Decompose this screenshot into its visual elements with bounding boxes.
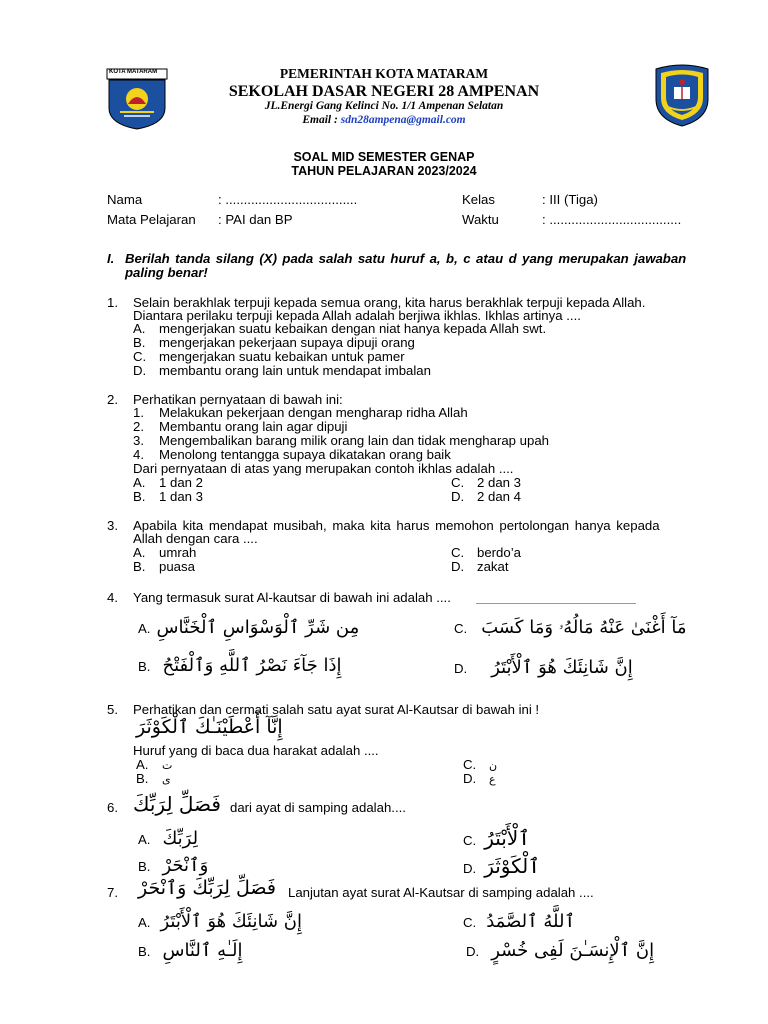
q4-option-c[interactable] [454, 617, 686, 638]
kelas-label: Kelas [462, 192, 495, 207]
q3-option-a[interactable] [133, 545, 196, 560]
q4-text: Yang termasuk surat Al-kautsar di bawah ini adalah .... [133, 590, 451, 605]
q1-option-d[interactable] [133, 363, 431, 378]
option-letter: D. [454, 661, 468, 676]
statement-text: Menolong tentangga supaya dikatakan orang baik [159, 447, 451, 462]
option-text: zakat [477, 559, 509, 574]
school-address: JL.Energi Gang Kelinci No. 1/1 Ampenan Selatan [264, 100, 504, 112]
q3-number: 3. [107, 518, 118, 533]
mapel-value: : PAI dan BP [218, 212, 293, 227]
section-instruction-2: paling benar! [125, 265, 208, 280]
q2-option-d[interactable] [451, 489, 521, 504]
statement-text: Melakukan pekerjaan dengan mengharap ridha Allah [159, 405, 468, 420]
waktu-field[interactable]: : .................................... [542, 212, 682, 227]
option-letter: A. [136, 757, 149, 772]
option-letter: C. [451, 475, 465, 490]
q1-option-c[interactable] [133, 349, 405, 364]
q2-question: Dari pernyataan di atas yang merupakan contoh ikhlas adalah .... [133, 461, 514, 476]
option-letter: A. [133, 475, 146, 490]
option-letter: C. [454, 621, 468, 636]
q7-text: Lanjutan ayat surat Al-Kautsar di samping adalah .... [288, 885, 594, 900]
option-text: mengerjakan suatu kebaikan untuk pamer [159, 349, 405, 364]
q7-option-c[interactable] [463, 911, 575, 932]
q4-number: 4. [107, 590, 118, 605]
exam-title: SOAL MID SEMESTER GENAP [293, 150, 475, 164]
q5-text: Perhatikan dan cermati salah satu ayat surat Al-Kautsar di bawah ini ! [133, 702, 540, 717]
q4-option-b[interactable] [138, 655, 342, 676]
q3-option-d[interactable] [451, 559, 509, 574]
nama-label: Nama [107, 192, 143, 207]
q3-option-c[interactable] [451, 545, 521, 560]
option-arabic-text: إِنَّ ٱلْإِنسَـٰنَ لَفِى خُسْرٍ [491, 940, 655, 961]
option-text: puasa [159, 559, 195, 574]
school-email [0, 114, 768, 126]
option-arabic-text: لِرَبِّكَ [162, 828, 199, 849]
option-letter: A. [133, 321, 146, 336]
q4-option-a[interactable] [138, 617, 359, 638]
q6-option-b[interactable] [138, 855, 208, 876]
option-arabic-text: ٱلْأَبْتَرُ [484, 826, 530, 850]
option-arabic-letter: ت [162, 759, 173, 772]
q1-option-b[interactable] [133, 335, 415, 350]
q2-number: 2. [107, 392, 118, 407]
option-text: 1 dan 3 [159, 489, 203, 504]
q5-number: 5. [107, 702, 118, 717]
option-letter: C. [463, 915, 477, 930]
q3-text-2: Allah dengan cara .... [133, 531, 258, 546]
q7-option-d[interactable] [466, 940, 654, 961]
option-arabic-text: إِنَّ شَانِئَكَ هُوَ ٱلْأَبْتَرُ [160, 911, 303, 932]
q1-text-2: Diantara perilaku terpuji kepada Allah adalah berjiwa ikhlas. Ikhlas artinya .... [133, 308, 581, 323]
section-number: I. [107, 251, 115, 266]
q2-statement-1 [133, 405, 468, 420]
option-letter: A. [138, 832, 151, 847]
option-letter: D. [451, 559, 465, 574]
option-letter: D. [451, 489, 465, 504]
option-letter: D. [463, 771, 477, 786]
option-letter: C. [463, 757, 477, 772]
kelas-value: : III (Tiga) [542, 192, 598, 207]
option-letter: B. [133, 489, 146, 504]
q6-ayat: فَصَلِّ لِرَبِّكَ [133, 792, 221, 816]
option-text: berdo’a [477, 545, 521, 560]
statement-text: Membantu orang lain agar dipuji [159, 419, 348, 434]
option-letter: B. [136, 771, 149, 786]
q7-number: 7. [107, 885, 118, 900]
statement-number: 4. [133, 447, 144, 462]
q3-text-1: Apabila kita mendapat musibah, maka kita harus memohon pertolongan hanya kepada [133, 518, 660, 533]
q6-number: 6. [107, 800, 118, 815]
q4-option-d[interactable] [454, 657, 633, 678]
q5-ayat: إِنَّآ أَعْطَيْنَـٰكَ ٱلْكَوْثَرَ [136, 716, 283, 738]
statement-number: 2. [133, 419, 144, 434]
option-text: mengerjakan suatu kebaikan dengan niat hanya kepada Allah swt. [159, 321, 547, 336]
option-letter: D. [466, 944, 480, 959]
option-arabic-letter: ع [489, 773, 496, 786]
logo-caption: KOTA MATARAM [109, 69, 158, 75]
q2-option-a[interactable] [133, 475, 203, 490]
q2-text: Perhatikan pernyataan di bawah ini: [133, 392, 343, 407]
option-letter: A. [138, 915, 151, 930]
option-arabic-text: إِلَـٰهِ ٱلنَّاسِ [162, 940, 243, 961]
q5-option-c[interactable] [463, 757, 497, 772]
option-letter: B. [133, 559, 146, 574]
q6-option-c[interactable] [463, 826, 530, 850]
option-text: umrah [159, 545, 197, 560]
statement-number: 3. [133, 433, 144, 448]
q5-option-d[interactable] [463, 771, 496, 786]
option-letter: B. [138, 659, 151, 674]
option-arabic-text: ٱللَّهُ ٱلصَّمَدُ [486, 911, 576, 932]
q6-option-a[interactable] [138, 828, 198, 849]
option-arabic-text: ٱلْكَوْثَرَ [484, 854, 540, 878]
option-arabic-letter: ى [162, 773, 171, 786]
option-letter: D. [133, 363, 147, 378]
option-letter: B. [138, 859, 151, 874]
q2-option-c[interactable] [451, 475, 521, 490]
q6-text: dari ayat di samping adalah.... [230, 800, 406, 815]
option-arabic-text: إِذَا جَآءَ نَصْرُ ٱللَّهِ وَٱلْفَتْحُ [162, 655, 342, 676]
option-text: 2 dan 3 [477, 475, 521, 490]
q1-option-a[interactable] [133, 321, 546, 336]
q6-option-d[interactable] [463, 854, 540, 878]
option-letter: D. [463, 861, 477, 876]
option-letter: C. [463, 833, 477, 848]
option-arabic-text: وَٱنْحَرْ [162, 855, 209, 876]
mapel-label: Mata Pelajaran [107, 212, 196, 227]
option-arabic-letter: ن [489, 759, 498, 772]
q2-option-b[interactable] [133, 489, 203, 504]
q5-option-a[interactable] [136, 757, 172, 772]
q2-statement-3 [133, 433, 549, 448]
option-text: mengerjakan pekerjaan supaya dipuji orang [159, 335, 415, 350]
nama-field[interactable]: : .................................... [218, 192, 358, 207]
option-letter: A. [133, 545, 146, 560]
option-text: membantu orang lain untuk mendapat imbalan [159, 363, 431, 378]
q1-number: 1. [107, 295, 118, 310]
q7-ayat: فَصَلِّ لِرَبِّكَ وَٱنْحَرْ [138, 877, 276, 899]
q4-divider [476, 603, 636, 604]
option-arabic-text: مَآ أَغْنَىٰ عَنْهُ مَالُهُۥ وَمَا كَسَبَ [481, 617, 687, 638]
q7-option-b[interactable] [138, 940, 243, 961]
option-letter: C. [451, 545, 465, 560]
option-letter: B. [133, 335, 146, 350]
q2-statement-4 [133, 447, 451, 462]
q1-text-1: Selain berakhlak terpuji kepada semua orang, kita harus berakhlak terpuji kepada Allah. [133, 295, 646, 310]
email-link[interactable]: sdn28ampena@gmail.com [340, 114, 466, 126]
gov-name: PEMERINTAH KOTA MATARAM [279, 66, 489, 81]
q2-statement-2 [133, 419, 347, 434]
school-name: SEKOLAH DASAR NEGERI 28 AMPENAN [228, 83, 540, 100]
option-arabic-text: إِنَّ شَانِئَكَ هُوَ ٱلْأَبْتَرُ [491, 657, 633, 678]
q5-question: Huruf yang di baca dua harakat adalah .... [133, 743, 379, 758]
option-letter: C. [133, 349, 147, 364]
option-text: 1 dan 2 [159, 475, 203, 490]
statement-number: 1. [133, 405, 144, 420]
section-instruction-1: Berilah tanda silang (X) pada salah satu huruf a, b, c atau d yang merupakan jawaban [125, 251, 687, 266]
q5-option-b[interactable] [136, 771, 171, 786]
q3-option-b[interactable] [133, 559, 195, 574]
q7-option-a[interactable] [138, 911, 302, 932]
statement-text: Mengembalikan barang milik orang lain dan tidak mengharap upah [159, 433, 550, 448]
option-letter: A. [138, 621, 151, 636]
waktu-label: Waktu [462, 212, 499, 227]
option-letter: B. [138, 944, 151, 959]
option-text: 2 dan 4 [477, 489, 521, 504]
email-label: Email : [302, 114, 341, 126]
exam-year: TAHUN PELAJARAN 2023/2024 [291, 164, 477, 178]
option-arabic-text: مِن شَرِّ ٱلْوَسْوَاسِ ٱلْخَنَّاسِ [156, 617, 360, 638]
